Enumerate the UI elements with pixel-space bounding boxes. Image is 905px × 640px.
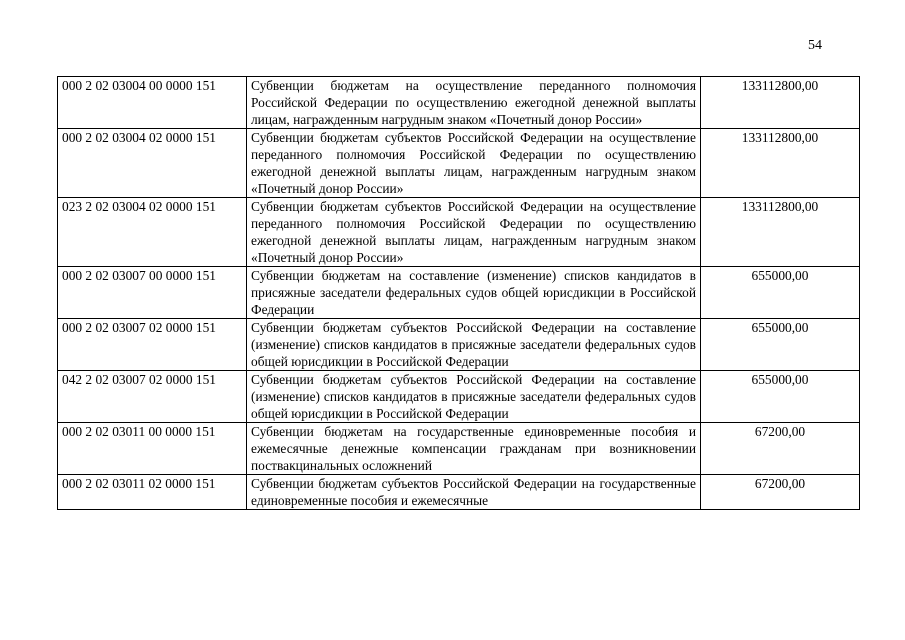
amount-cell: 133112800,00 — [701, 77, 860, 129]
table-row — [58, 475, 860, 510]
table-row — [58, 267, 860, 319]
description-cell: Субвенции бюджетам субъектов Российской Федерации на государственные единовременные пособия и ежемесячные — [247, 475, 701, 510]
amount-cell: 655000,00 — [701, 371, 860, 423]
budget-code-cell: 000 2 02 03004 02 0000 151 — [58, 129, 247, 198]
budget-code-cell: 000 2 02 03007 02 0000 151 — [58, 319, 247, 371]
amount-cell: 67200,00 — [701, 423, 860, 475]
budget-code-cell: 000 2 02 03004 00 0000 151 — [58, 77, 247, 129]
table-row — [58, 129, 860, 198]
description-cell: Субвенции бюджетам субъектов Российской Федерации на осуществление переданного полномочия Российской Федерации по осуществлению ежегодной денежной выплаты лицам, награжденным нагрудным знаком «Почетный донор России» — [247, 129, 701, 198]
budget-code-cell: 023 2 02 03004 02 0000 151 — [58, 198, 247, 267]
amount-cell: 655000,00 — [701, 319, 860, 371]
description-cell: Субвенции бюджетам субъектов Российской Федерации на составление (изменение) списков кандидатов в присяжные заседатели федеральных судов общей юрисдикции в Российской Федерации — [247, 319, 701, 371]
amount-cell: 67200,00 — [701, 475, 860, 510]
description-cell: Субвенции бюджетам на государственные единовременные пособия и ежемесячные денежные компенсации гражданам при возникновении поствакцинальных осложнений — [247, 423, 701, 475]
table-row — [58, 371, 860, 423]
description-cell: Субвенции бюджетам на составление (изменение) списков кандидатов в присяжные заседатели федеральных судов общей юрисдикции в Российской Федерации — [247, 267, 701, 319]
page-number: 54 — [808, 38, 822, 53]
budget-code-cell: 000 2 02 03007 00 0000 151 — [58, 267, 247, 319]
description-cell: Субвенции бюджетам на осуществление переданного полномочия Российской Федерации по осуществлению ежегодной денежной выплаты лицам, награжденным нагрудным знаком «Почетный донор России» — [247, 77, 701, 129]
budget-table — [57, 76, 860, 510]
table-row — [58, 198, 860, 267]
amount-cell: 655000,00 — [701, 267, 860, 319]
amount-cell: 133112800,00 — [701, 198, 860, 267]
table-row — [58, 319, 860, 371]
budget-code-cell: 042 2 02 03007 02 0000 151 — [58, 371, 247, 423]
table-row — [58, 77, 860, 129]
table-row — [58, 423, 860, 475]
description-cell: Субвенции бюджетам субъектов Российской Федерации на осуществление переданного полномочия Российской Федерации по осуществлению ежегодной денежной выплаты лицам, награжденным нагрудным знаком «Почетный донор России» — [247, 198, 701, 267]
budget-code-cell: 000 2 02 03011 02 0000 151 — [58, 475, 247, 510]
budget-code-cell: 000 2 02 03011 00 0000 151 — [58, 423, 247, 475]
amount-cell: 133112800,00 — [701, 129, 860, 198]
description-cell: Субвенции бюджетам субъектов Российской Федерации на составление (изменение) списков кандидатов в присяжные заседатели федеральных судов общей юрисдикции в Российской Федерации — [247, 371, 701, 423]
